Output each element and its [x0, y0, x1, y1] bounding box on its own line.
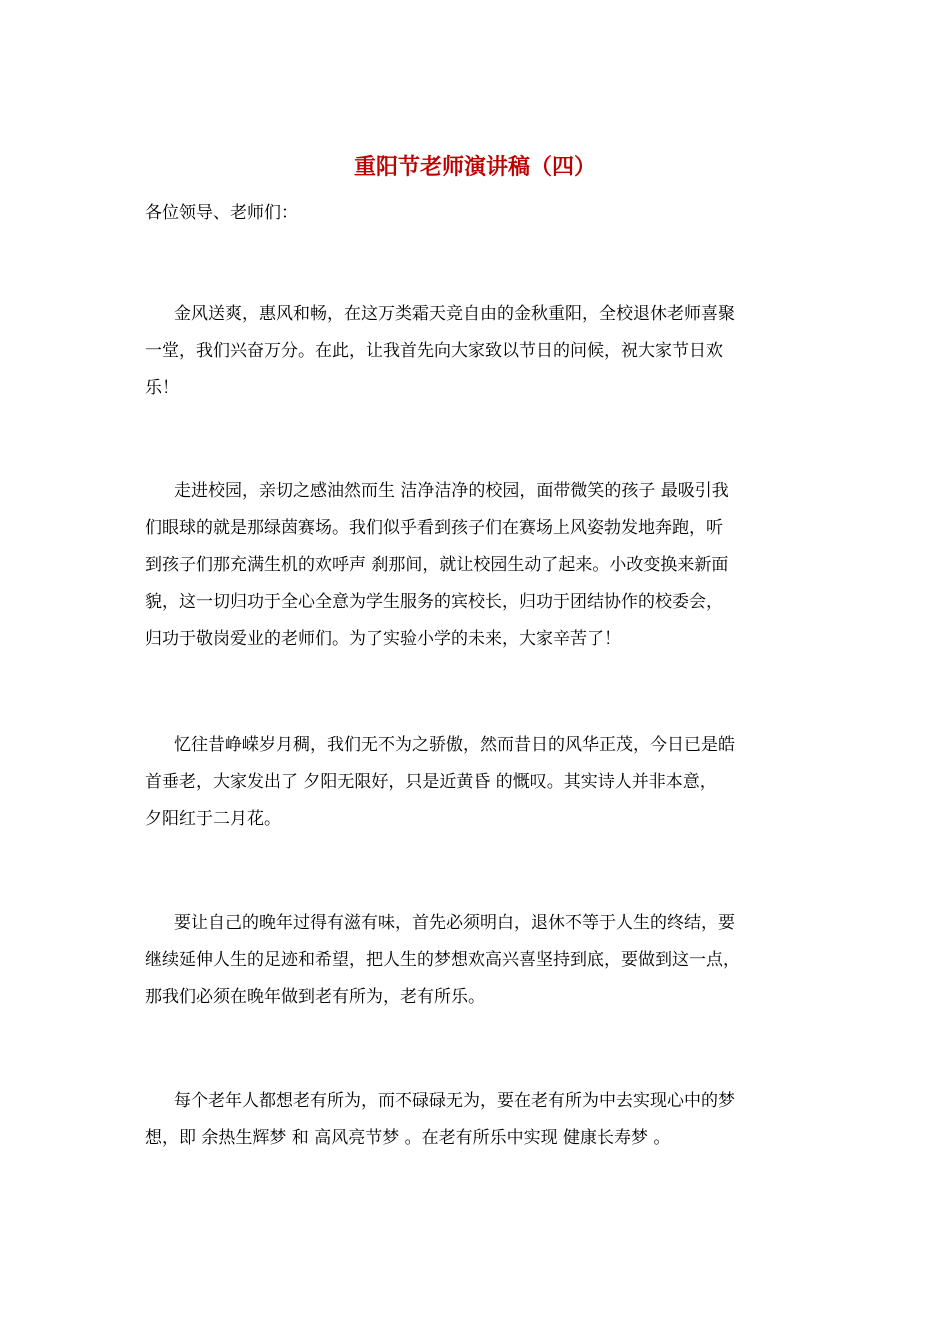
paragraph-line: 们眼球的就是那绿茵赛场。我们似乎看到孩子们在赛场上风姿勃发地奔跑，听 — [145, 518, 723, 538]
paragraph-1 — [145, 296, 815, 407]
paragraph-line: 貌，这一切归功于全心全意为学生服务的宾校长，归功于团结协作的校委会， — [145, 592, 723, 612]
paragraph-line: 首垂老，大家发出了 夕阳无限好，只是近黄昏 的慨叹。其实诗人并非本意， — [145, 772, 717, 792]
paragraph-line: 一堂，我们兴奋万分。在此，让我首先向大家致以节日的问候，祝大家节日欢 — [145, 341, 723, 361]
paragraph-line: 夕阳红于二月花。 — [145, 809, 281, 829]
paragraph-line: 金风送爽，惠风和畅，在这万类霜天竞自由的金秋重阳，全校退休老师喜聚 — [174, 304, 735, 324]
paragraph-line: 要让自己的晚年过得有滋有味，首先必须明白，退休不等于人生的终结，要 — [174, 913, 735, 933]
salutation: 各位领导、老师们： — [145, 203, 298, 223]
paragraph-5 — [145, 1083, 815, 1157]
document-title: 重阳节老师演讲稿（四） — [353, 154, 596, 180]
paragraph-4 — [145, 905, 815, 1016]
paragraph-line: 到孩子们那充满生机的欢呼声 刹那间，就让校园生动了起来。小改变换来新面 — [145, 555, 729, 575]
paragraph-3 — [145, 727, 815, 838]
paragraph-line: 那我们必须在晚年做到老有所为，老有所乐。 — [145, 987, 485, 1007]
paragraph-line: 归功于敬岗爱业的老师们。为了实验小学的未来，大家辛苦了！ — [145, 629, 621, 649]
paragraph-line: 每个老年人都想老有所为，而不碌碌无为，要在老有所为中去实现心中的梦 — [174, 1091, 735, 1111]
paragraph-2 — [145, 473, 815, 658]
paragraph-line: 忆往昔峥嵘岁月稠，我们无不为之骄傲，然而昔日的风华正茂，今日已是皓 — [174, 735, 735, 755]
paragraph-line: 继续延伸人生的足迹和希望，把人生的梦想欢高兴喜坚持到底，要做到这一点， — [145, 950, 740, 970]
paragraph-line: 想，即 余热生辉梦 和 高风亮节梦 。在老有所乐中实现 健康长寿梦 。 — [145, 1128, 671, 1148]
paragraph-line: 乐！ — [145, 378, 179, 398]
paragraph-line: 走进校园，亲切之感油然而生 洁净洁净的校园，面带微笑的孩子 最吸引我 — [174, 481, 729, 501]
